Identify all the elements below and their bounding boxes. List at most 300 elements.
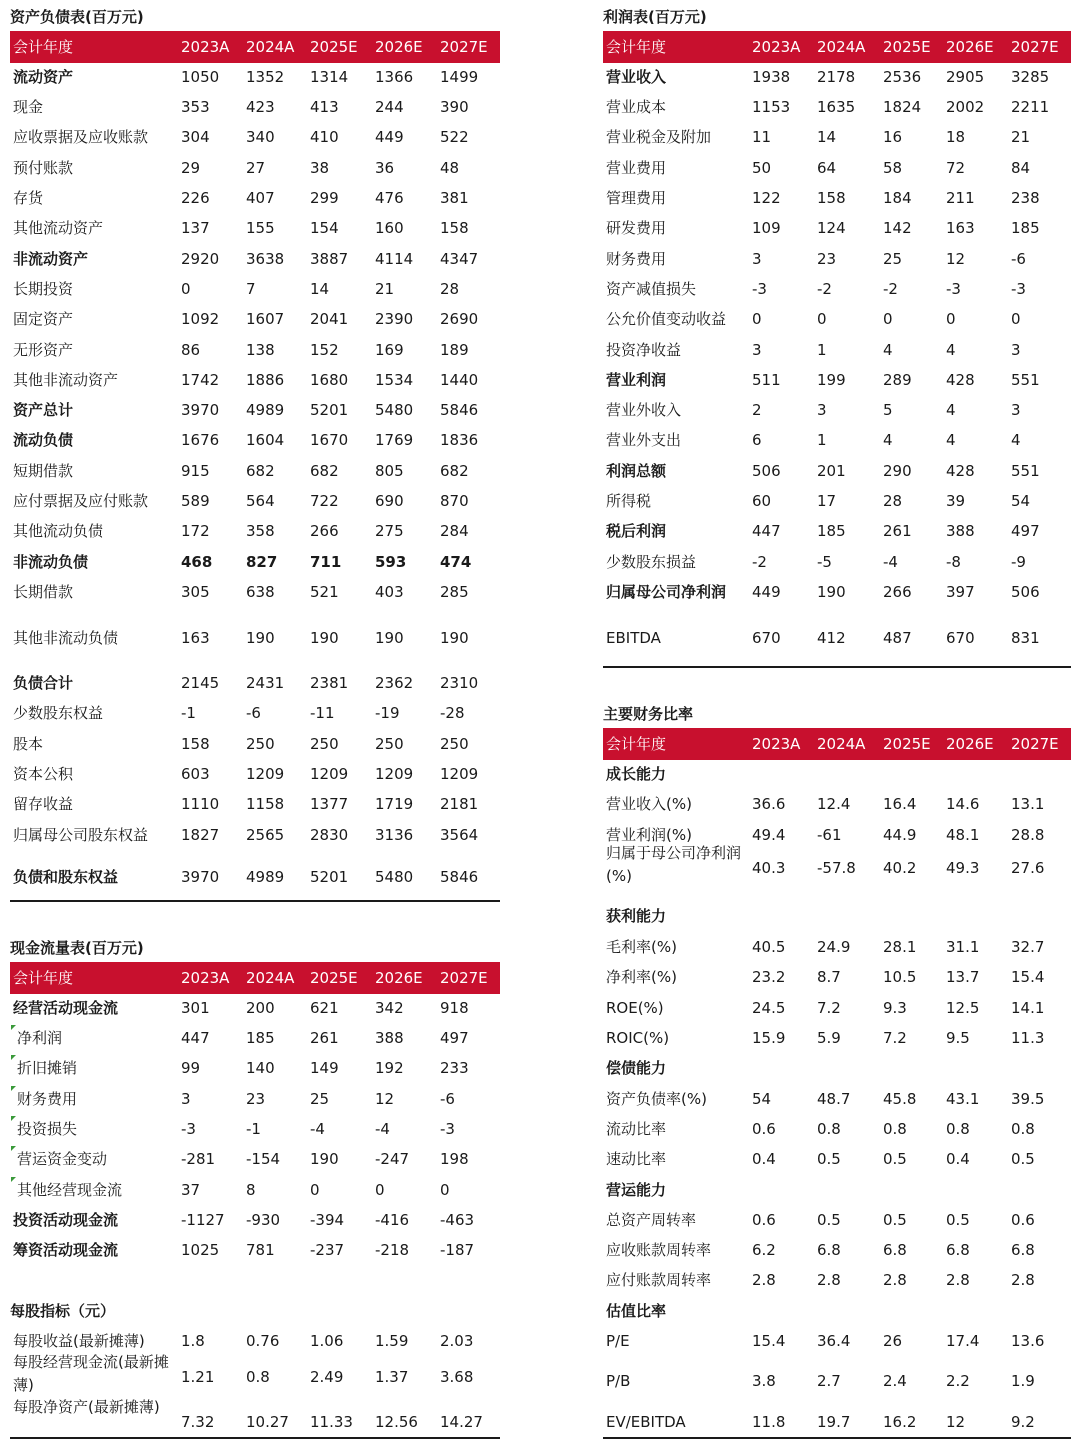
income-statement-row-value: 4 (883, 431, 893, 449)
balance-sheet-row-value: 468 (181, 553, 213, 571)
header-year: 2027E (1011, 38, 1059, 56)
per-share-title: 每股指标（元） (10, 1302, 116, 1320)
income-statement-row (603, 456, 1071, 486)
income-statement-row-value: 211 (946, 189, 975, 207)
row-label-text: 总资产周转率 (606, 1211, 697, 1229)
row-label-text: 偿债能力 (606, 1059, 667, 1077)
header-label: 会计年度 (13, 969, 74, 987)
balance-sheet-row-value: 190 (375, 629, 404, 647)
balance-sheet-row-value: 522 (440, 128, 469, 146)
cash-flow-row-value: 388 (375, 1029, 404, 1047)
income-statement-row-label (606, 335, 681, 365)
cash-flow-row-value: 261 (310, 1029, 339, 1047)
ratios-row-label (606, 932, 677, 962)
balance-sheet-row (10, 516, 500, 546)
income-statement-row-value: 238 (1011, 189, 1040, 207)
balance-sheet-row-value: 299 (310, 189, 339, 207)
income-statement-row (603, 213, 1071, 243)
balance-sheet-row-value: 593 (375, 553, 407, 571)
income-statement-row-value: 0 (946, 310, 956, 328)
ratios-row-value: 40.3 (752, 859, 786, 877)
ratios-row (603, 1114, 1071, 1144)
income-statement-row-value: 17 (817, 492, 837, 510)
balance-sheet-row (10, 547, 500, 577)
income-statement-row-value: 3 (752, 341, 762, 359)
balance-sheet-row-value: 4347 (440, 250, 479, 268)
balance-sheet-row-value: 285 (440, 583, 469, 601)
income-statement-row (603, 183, 1071, 213)
balance-sheet-row-value: 2310 (440, 674, 479, 692)
ratios-row-value: 2.8 (1011, 1271, 1035, 1289)
balance-sheet-row (10, 274, 500, 304)
ratios-row-value: 6.8 (817, 1241, 841, 1259)
balance-sheet-row-value: -6 (246, 704, 261, 722)
ratios-row-value: 23.2 (752, 968, 786, 986)
ratios-row-value: 14.6 (946, 795, 980, 813)
ratios-row-value: 40.5 (752, 938, 786, 956)
cash-flow-row (10, 1053, 500, 1083)
row-label-text: ROIC(%) (606, 1029, 670, 1047)
balance-sheet-row-value: 1742 (181, 371, 220, 389)
header-year: 2025E (310, 969, 358, 987)
balance-sheet-row (10, 729, 500, 759)
ratios-header (603, 728, 1071, 760)
income-statement-row-value: 58 (883, 159, 903, 177)
balance-sheet-row-value: -28 (440, 704, 465, 722)
balance-sheet-row-value: 3564 (440, 826, 479, 844)
ratios-row-value: 0.4 (752, 1150, 776, 1168)
balance-sheet-row-label (13, 547, 88, 577)
ratios-row-value: 0.4 (946, 1150, 970, 1168)
income-statement-row-label (606, 486, 651, 516)
ratios-row-value: 7.2 (817, 999, 841, 1017)
row-label-text: 资产总计 (13, 401, 74, 419)
ratios-row-label (606, 962, 677, 992)
cash-flow-row-value: -3 (181, 1120, 196, 1138)
balance-sheet-row-value: 2565 (246, 826, 285, 844)
row-label-text: 非流动负债 (13, 553, 89, 571)
income-statement-row-value: 4 (946, 341, 956, 359)
income-statement-row-value: 506 (1011, 583, 1040, 601)
row-marker-icon (11, 1146, 16, 1151)
income-statement-row-value: 497 (1011, 522, 1040, 540)
ratios-title: 主要财务比率 (603, 705, 694, 723)
balance-sheet-row-value: 5201 (310, 401, 349, 419)
balance-sheet-row-value: 1352 (246, 68, 285, 86)
balance-sheet-row (10, 425, 500, 455)
row-label-text: 应收账款周转率 (606, 1241, 712, 1259)
income-statement-row-value: 1153 (752, 98, 791, 116)
cash-flow-row-value: -1127 (181, 1211, 225, 1229)
ratios-row-value: 28.1 (883, 938, 917, 956)
ratios-row-label (606, 1205, 696, 1235)
ratios-row-label (606, 1366, 630, 1396)
row-label-text: 流动负债 (13, 431, 74, 449)
cash-flow-row-value: 0 (440, 1181, 450, 1199)
income-statement-row (603, 122, 1071, 152)
ratios-bottom-rule (603, 1437, 1071, 1439)
ratios-row-label (606, 1084, 707, 1114)
ratios-row-value: 5.9 (817, 1029, 841, 1047)
header-year: 2023A (181, 38, 230, 56)
row-label-text: 研发费用 (606, 219, 667, 237)
header-year: 2026E (946, 38, 994, 56)
ratios-row-label (606, 842, 751, 894)
cash-flow-row-value: 190 (310, 1150, 339, 1168)
ratios-row-value: -57.8 (817, 859, 856, 877)
income-statement-row-value: 2002 (946, 98, 985, 116)
cash-flow-row-value: -237 (310, 1241, 345, 1259)
row-label-text: 营业收入 (606, 68, 667, 86)
income-statement-row-value: 12 (946, 250, 966, 268)
income-statement-row-value: 551 (1011, 371, 1040, 389)
income-statement-row-value: 3 (1011, 341, 1021, 359)
income-statement-row-value: -2 (883, 280, 898, 298)
income-statement-row (603, 244, 1071, 274)
balance-sheet-row-value: 3970 (181, 401, 220, 419)
balance-sheet-row-value: 1680 (310, 371, 349, 389)
ratios-row-value: 16.4 (883, 795, 917, 813)
ratios-row-value: 0.5 (883, 1150, 907, 1168)
per-share-row-value: 12.56 (375, 1413, 418, 1431)
cash-flow-row-value: -281 (181, 1150, 216, 1168)
ratios-row-label (606, 1023, 669, 1053)
cash-flow-row-label (17, 1053, 77, 1083)
balance-sheet-row-value: 28 (440, 280, 460, 298)
income-statement-row (603, 516, 1071, 546)
balance-sheet-row-value: 403 (375, 583, 404, 601)
cash-flow-row-value: 149 (310, 1059, 339, 1077)
balance-sheet-row-value: 190 (440, 629, 469, 647)
ratios-row-value: 0.6 (1011, 1211, 1035, 1229)
income-statement-row-value: -9 (1011, 553, 1026, 571)
balance-sheet-row (10, 183, 500, 213)
income-statement-row-value: 4 (946, 401, 956, 419)
balance-sheet-row-value: 7 (246, 280, 256, 298)
balance-sheet-row-value: 449 (375, 128, 404, 146)
income-statement-row-label (606, 183, 666, 213)
income-statement-row-value: 290 (883, 462, 912, 480)
row-label-text: EBITDA (606, 629, 661, 647)
ratios-row-value: 36.6 (752, 795, 786, 813)
balance-sheet-row-value: 1670 (310, 431, 349, 449)
balance-sheet-row-value: 390 (440, 98, 469, 116)
header-year: 2024A (817, 38, 866, 56)
income-statement-row-value: 3 (1011, 401, 1021, 419)
cash-flow-row (10, 1084, 500, 1114)
per-share-row-value: 10.27 (246, 1413, 289, 1431)
cash-flow-row-value: 8 (246, 1181, 256, 1199)
balance-sheet-row-value: 250 (310, 735, 339, 753)
row-label-text: 净利率(%) (606, 968, 677, 986)
balance-sheet-row-label (13, 759, 73, 789)
balance-sheet-row-value: 27 (246, 159, 266, 177)
header-year: 2027E (440, 38, 488, 56)
row-label-text: 营运能力 (606, 1181, 667, 1199)
row-marker-icon (11, 1116, 16, 1121)
balance-sheet-row-value: 226 (181, 189, 210, 207)
per-share-row (10, 1393, 500, 1451)
balance-sheet-row-value: 48 (440, 159, 460, 177)
income-statement-row-label (606, 395, 681, 425)
balance-sheet-row-label (13, 486, 148, 516)
income-statement-row-value: 25 (883, 250, 903, 268)
ratios-row-label (606, 1265, 711, 1295)
income-statement-row-value: 14 (817, 128, 837, 146)
income-statement-row-label (606, 365, 666, 395)
income-statement-row-value: 5 (883, 401, 893, 419)
balance-sheet-row-value: 86 (181, 341, 201, 359)
income-statement-row-value: 4 (1011, 431, 1021, 449)
balance-sheet-row-label (13, 668, 73, 698)
row-label-text: 营业税金及附加 (606, 128, 712, 146)
ratios-row-value: 54 (752, 1090, 772, 1108)
ratios-row-value: 28.8 (1011, 826, 1045, 844)
row-marker-icon (11, 1055, 16, 1060)
balance-sheet-row-value: 36 (375, 159, 395, 177)
row-label-text: 固定资产 (13, 310, 74, 328)
ratios-row-value: 0.8 (817, 1120, 841, 1138)
ratios-row-label (606, 1053, 666, 1083)
ratios-row-value: 39.5 (1011, 1090, 1045, 1108)
balance-sheet-row-value: 682 (310, 462, 339, 480)
cash-flow-row-label (17, 1114, 77, 1144)
row-label-text: 负债合计 (13, 674, 74, 692)
income-statement-row-value: 0 (1011, 310, 1021, 328)
ratios-row-value: 26 (883, 1332, 903, 1350)
header-year: 2025E (883, 735, 931, 753)
ratios-row-label (606, 901, 666, 931)
income-statement-row-value: 0 (883, 310, 893, 328)
cash-flow-row-value: 198 (440, 1150, 469, 1168)
row-label-text: 每股净资产(最新摊薄) (13, 1398, 160, 1416)
ratios-row-label (606, 1175, 666, 1205)
income-statement-row-label (606, 244, 666, 274)
ratios-row (603, 1296, 1071, 1326)
income-statement-row-label (606, 92, 666, 122)
balance-sheet-row-value: 169 (375, 341, 404, 359)
balance-sheet-row-value: 2431 (246, 674, 285, 692)
ratios-row-value: 2.2 (946, 1372, 970, 1390)
balance-sheet-row-value: 250 (246, 735, 275, 753)
balance-sheet-row-value: 284 (440, 522, 469, 540)
cash-flow-row-label (17, 1023, 62, 1053)
balance-sheet-row-value: 158 (440, 219, 469, 237)
ratios-row (603, 789, 1071, 819)
income-statement-row-value: -3 (752, 280, 767, 298)
ratios-row-value: 12 (946, 1413, 966, 1431)
row-label-text: 资产负债率(%) (606, 1090, 707, 1108)
balance-sheet-row-value: 189 (440, 341, 469, 359)
header-label: 会计年度 (13, 38, 74, 56)
balance-sheet-row (10, 759, 500, 789)
ratios-row-value: 2.4 (883, 1372, 907, 1390)
balance-sheet-row (10, 668, 500, 698)
balance-sheet-header (10, 31, 500, 63)
cash-flow-row (10, 1144, 500, 1174)
header-year: 2024A (246, 38, 295, 56)
income-statement-row-value: 551 (1011, 462, 1040, 480)
ratios-row-value: -61 (817, 826, 842, 844)
balance-sheet-row-label (13, 577, 73, 607)
header-label: 会计年度 (606, 38, 667, 56)
ratios-row-value: 40.2 (883, 859, 917, 877)
balance-sheet-row-value: 1209 (310, 765, 349, 783)
header-year: 2026E (375, 969, 423, 987)
income-statement-row-value: 185 (1011, 219, 1040, 237)
balance-sheet-row-value: 305 (181, 583, 210, 601)
balance-sheet-row (10, 244, 500, 274)
header-year: 2023A (181, 969, 230, 987)
income-statement-row-value: 54 (1011, 492, 1031, 510)
ratios-row-value: 24.9 (817, 938, 851, 956)
header-year: 2026E (946, 735, 994, 753)
ratios-row-value: 49.3 (946, 859, 980, 877)
balance-sheet-row-value: 250 (375, 735, 404, 753)
income-statement-row-value: -2 (817, 280, 832, 298)
cash-flow-row-value: -1 (246, 1120, 261, 1138)
income-statement-row-value: 23 (817, 250, 837, 268)
row-label-text: EV/EBITDA (606, 1413, 686, 1431)
ratios-row-value: 16.2 (883, 1413, 917, 1431)
cash-flow-row-value: 621 (310, 999, 339, 1017)
balance-sheet-row (10, 486, 500, 516)
ratios-row-value: 0.5 (817, 1150, 841, 1168)
income-statement-row-value: 428 (946, 371, 975, 389)
row-label-text: 投资损失 (17, 1120, 78, 1138)
ratios-row-value: 0.6 (752, 1211, 776, 1229)
income-statement-row-value: 289 (883, 371, 912, 389)
cash-flow-row-value: -218 (375, 1241, 410, 1259)
row-label-text: 流动资产 (13, 68, 74, 86)
row-label-text: 营业利润 (606, 371, 667, 389)
ratios-row-value: 3.8 (752, 1372, 776, 1390)
income-statement-row-value: 397 (946, 583, 975, 601)
income-statement-row-label (606, 122, 711, 152)
balance-sheet-row-value: 4114 (375, 250, 414, 268)
cash-flow-row (10, 1205, 500, 1235)
cash-flow-row-value: -3 (440, 1120, 455, 1138)
balance-sheet-row-value: -1 (181, 704, 196, 722)
income-statement-row-value: 163 (946, 219, 975, 237)
cash-flow-row-value: -187 (440, 1241, 475, 1259)
income-statement-row (603, 577, 1071, 607)
ratios-row-value: 6.2 (752, 1241, 776, 1259)
per-share-row-value: 7.32 (181, 1413, 215, 1431)
balance-sheet-row-value: -11 (310, 704, 335, 722)
income-statement-row-value: 670 (946, 629, 975, 647)
balance-sheet-row-value: 5480 (375, 868, 414, 886)
income-statement-row-label (606, 274, 696, 304)
ratios-row-value: 0.5 (946, 1211, 970, 1229)
cash-flow-row-label (17, 1175, 122, 1205)
ratios-row-label (606, 759, 666, 789)
income-statement-row-value: 1824 (883, 98, 922, 116)
ratios-row (603, 1053, 1071, 1083)
balance-sheet-row-label (13, 365, 118, 395)
row-label-text: 每股收益(最新摊薄) (13, 1332, 145, 1350)
row-label-text: 其他非流动资产 (13, 371, 119, 389)
balance-sheet-row-value: 0 (181, 280, 191, 298)
row-label-text: 现金 (13, 98, 44, 116)
ratios-row-value: 11.8 (752, 1413, 786, 1431)
ratios-row-value: 0.5 (1011, 1150, 1035, 1168)
ratios-row (603, 1265, 1071, 1295)
balance-sheet-row-value: 410 (310, 128, 339, 146)
balance-sheet-row-value: 1534 (375, 371, 414, 389)
balance-sheet-row-label (13, 213, 103, 243)
balance-sheet-row-value: 340 (246, 128, 275, 146)
balance-sheet-row-value: 353 (181, 98, 210, 116)
balance-sheet-row-value: 2381 (310, 674, 349, 692)
balance-sheet-row-value: 722 (310, 492, 339, 510)
cash-flow-row-value: -463 (440, 1211, 475, 1229)
balance-sheet-row-value: 682 (246, 462, 275, 480)
balance-sheet-row-value: -19 (375, 704, 400, 722)
income-statement-row-value: 28 (883, 492, 903, 510)
row-label-text: 应付账款周转率 (606, 1271, 712, 1289)
income-statement-row-value: 670 (752, 629, 781, 647)
ratios-row-value: 44.9 (883, 826, 917, 844)
row-label-text: 应收票据及应收账款 (13, 128, 149, 146)
balance-sheet-row-label (13, 862, 118, 892)
income-statement-row-value: 21 (1011, 128, 1031, 146)
income-statement-row-value: 124 (817, 219, 846, 237)
balance-sheet-row (10, 365, 500, 395)
balance-sheet-row-value: 407 (246, 189, 275, 207)
income-statement-row-label (606, 456, 666, 486)
balance-sheet-row-value: 381 (440, 189, 469, 207)
income-statement-row-value: 2211 (1011, 98, 1050, 116)
income-statement-row-value: 64 (817, 159, 837, 177)
income-statement-row-value: 4 (883, 341, 893, 359)
ratios-row-value: 0.5 (817, 1211, 841, 1229)
row-label-text: 管理费用 (606, 189, 667, 207)
income-statement-row-value: 185 (817, 522, 846, 540)
income-statement-row-value: 1 (817, 431, 827, 449)
balance-sheet-row (10, 820, 500, 850)
row-label-text: 速动比率 (606, 1150, 667, 1168)
balance-sheet-row-value: 690 (375, 492, 404, 510)
ratios-row-label (606, 1326, 630, 1356)
row-label-text: 其他非流动负债 (13, 629, 119, 647)
balance-sheet-row-value: 1607 (246, 310, 285, 328)
balance-sheet-row-label (13, 425, 73, 455)
ratios-row-value: 9.5 (946, 1029, 970, 1047)
row-label-text: 其他经营现金流 (17, 1181, 123, 1199)
income-statement-row-value: 412 (817, 629, 846, 647)
balance-sheet-row-value: 304 (181, 128, 210, 146)
cash-flow-title: 现金流量表(百万元) (10, 939, 144, 957)
ratios-row-label (606, 1296, 666, 1326)
row-label-text: 少数股东损益 (606, 553, 697, 571)
ratios-row-value: 1.9 (1011, 1372, 1035, 1390)
ratios-row-value: 15.4 (1011, 968, 1045, 986)
row-label-text: 其他流动资产 (13, 219, 104, 237)
balance-sheet-row-value: 152 (310, 341, 339, 359)
balance-sheet-row (10, 92, 500, 122)
income-statement-row-value: 3 (817, 401, 827, 419)
cash-flow-row-value: 12 (375, 1090, 395, 1108)
cash-flow-header (10, 962, 500, 994)
cash-flow-row-value: -4 (310, 1120, 325, 1138)
cash-flow-row-value: 3 (181, 1090, 191, 1108)
balance-sheet-row-value: 1158 (246, 795, 285, 813)
income-statement-row-value: 16 (883, 128, 903, 146)
balance-sheet-row (10, 122, 500, 152)
balance-sheet-row-value: 1836 (440, 431, 479, 449)
ratios-row (603, 993, 1071, 1023)
